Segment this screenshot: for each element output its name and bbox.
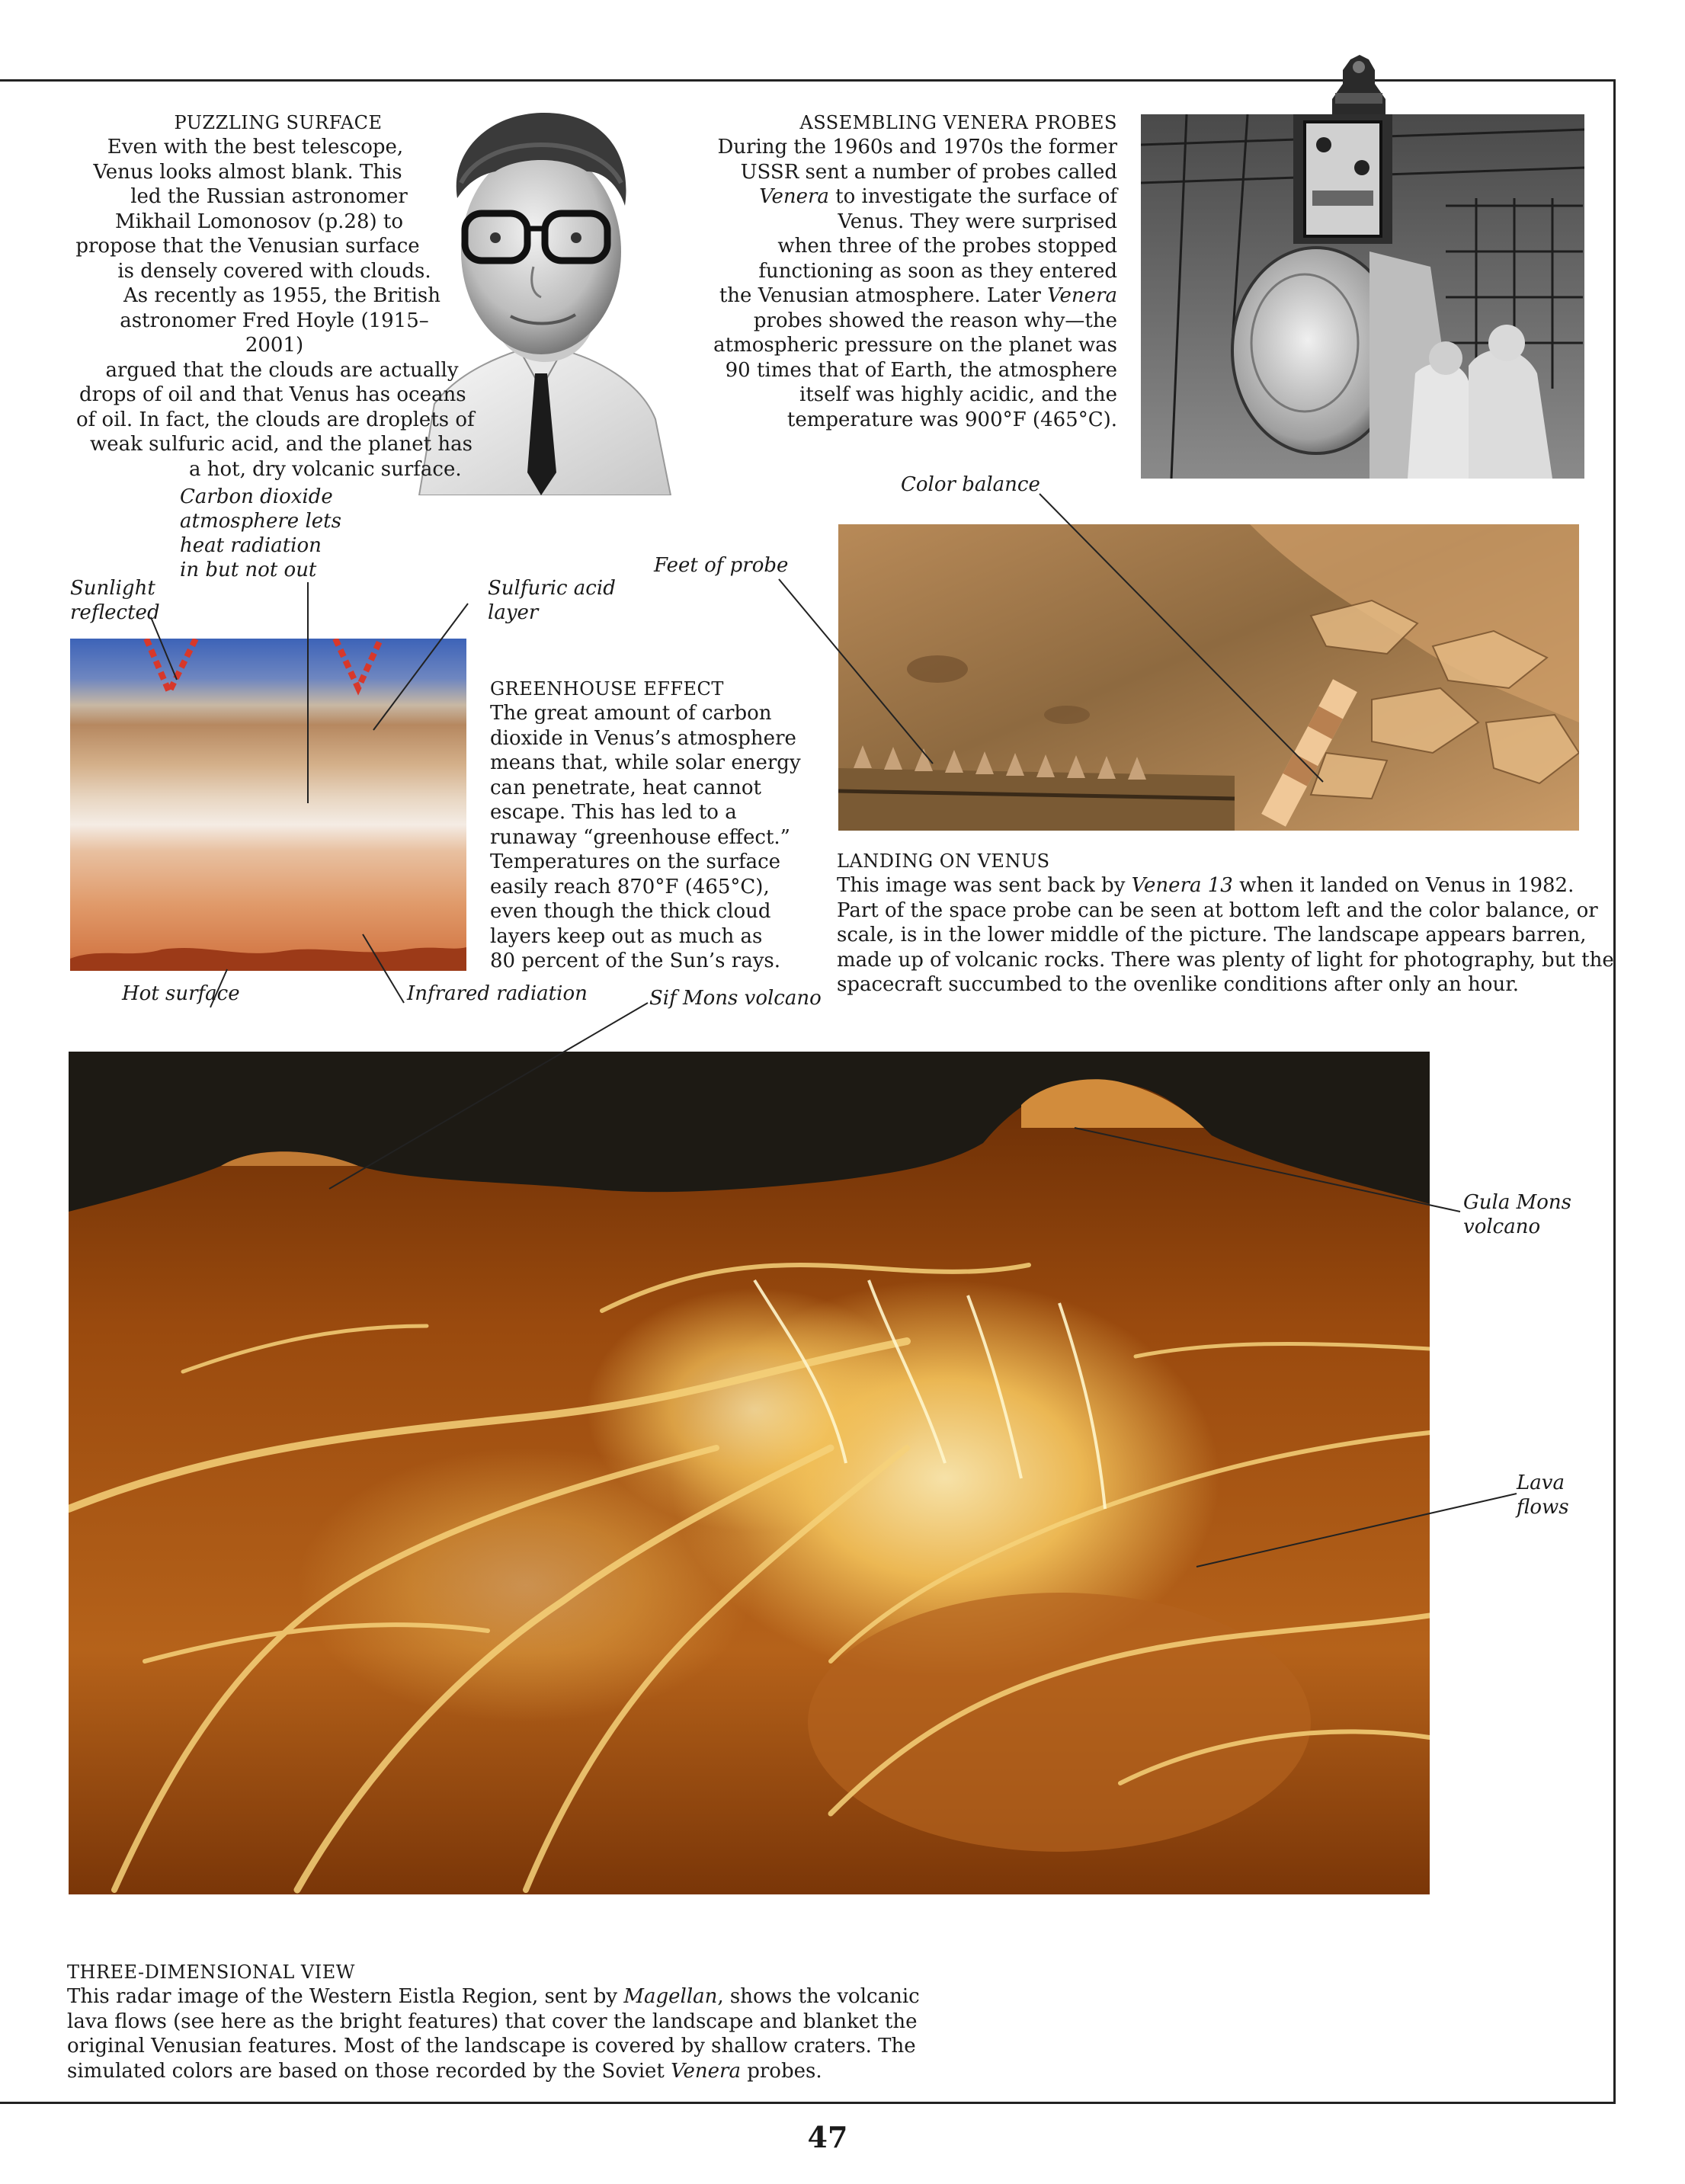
lava-flows-label: [1517, 1471, 1600, 1520]
text-span: This image was sent back by: [837, 874, 1132, 897]
text-line: During the 1960s and 1970s the former: [717, 136, 1117, 159]
text-line: means that, while solar energy: [490, 751, 801, 774]
text-line: [67, 2059, 905, 2084]
venera-probes-text: [671, 135, 1117, 432]
text-line: lava flows (see here as the bright features) that cover the landscape and blanket the: [67, 2009, 918, 2033]
text-line: itself was highly acidic, and the: [799, 383, 1117, 406]
text-line: functioning as soon as they entered: [758, 259, 1117, 283]
text-line: dioxide in Venus’s atmosphere: [490, 726, 796, 750]
text-span: probes.: [740, 2059, 822, 2083]
label-line: heat radiation: [180, 534, 322, 557]
text-line: [671, 283, 1117, 309]
label-line: volcano: [1463, 1215, 1541, 1238]
text-line: layers keep out as much as: [490, 924, 763, 948]
puzzling-surface-text: [69, 135, 475, 482]
magellan-radar-image: [69, 1052, 1430, 1894]
infrared-radiation-label: Infrared radiation: [407, 982, 588, 1005]
text-line: 80 percent of the Sun’s rays.: [490, 949, 780, 972]
text-line: As recently as 1955, the British: [123, 284, 440, 307]
text-italic: Venera: [671, 2059, 741, 2083]
text-span: when it landed on Venus in 1982.: [1232, 874, 1574, 897]
text-span: This radar image of the Western Eistla Region, sent by: [67, 1985, 624, 2008]
text-line: weak sulfuric acid, and the planet has: [90, 433, 473, 456]
text-line: made up of volcanic rocks. There was plenty of light for photography, but the: [837, 948, 1614, 972]
label-line: in but not out: [180, 559, 317, 581]
text-line: scale, is in the lower middle of the picture. The landscape appears barren,: [837, 924, 1587, 946]
text-line: when three of the probes stopped: [777, 235, 1117, 258]
label-line: flows: [1517, 1496, 1569, 1519]
text-line: Temperatures on the surface: [490, 850, 781, 873]
text-span: the Venusian atmosphere. Later: [719, 284, 1048, 307]
text-line: temperature was 900°F (465°C).: [786, 408, 1117, 431]
feet-of-probe-label: Feet of probe: [654, 554, 789, 577]
text-line: Mikhail Lomonosov (p.28) to: [114, 210, 404, 233]
text-span: to investigate the surface of: [828, 185, 1117, 208]
co2-atmosphere-label: [180, 485, 348, 582]
text-line: even though the thick cloud: [490, 900, 771, 923]
page-frame-right: [1613, 79, 1616, 2102]
page-frame-bottom: [0, 2102, 1616, 2104]
text-line: runaway “greenhouse effect.”: [490, 825, 790, 849]
text-line: a hot, dry volcanic surface.: [189, 457, 462, 481]
label-line: Sulfuric acid: [488, 577, 616, 600]
text-span: , shows the volcanic: [717, 1985, 920, 2008]
text-line: Even with the best telescope,: [107, 136, 404, 159]
text-line: [67, 1984, 920, 2009]
text-italic: Magellan: [623, 1985, 718, 2008]
text-italic: Venera: [1047, 284, 1117, 307]
text-line: led the Russian astronomer: [130, 185, 408, 208]
text-line: Venus. They were surprised: [838, 210, 1117, 233]
text-line: The great amount of carbon: [490, 702, 772, 725]
greenhouse-text: [490, 701, 810, 974]
text-line: can penetrate, heat cannot: [490, 776, 761, 799]
text-line: Venus looks almost blank. This: [93, 160, 402, 184]
three-dimensional-text: [67, 1984, 920, 2083]
text-line: probes showed the reason why—the: [753, 309, 1117, 332]
label-line: Carbon dioxide: [180, 485, 333, 508]
label-line: reflected: [70, 601, 160, 624]
label-line: atmosphere lets: [180, 510, 341, 533]
sif-mons-label: Sif Mons volcano: [649, 987, 822, 1010]
text-line: escape. This has led to a: [490, 801, 737, 824]
text-line: of oil. In fact, the clouds are droplets of: [76, 408, 475, 431]
text-line: drops of oil and that Venus has oceans: [79, 383, 466, 406]
landing-text: [837, 873, 1614, 998]
text-italic: Venera: [759, 185, 829, 208]
text-line: [671, 184, 1117, 210]
text-span: simulated colors are based on those recorded by the Soviet: [67, 2059, 671, 2083]
label-line: layer: [488, 601, 539, 624]
text-line: [837, 873, 1607, 898]
page-number: 47: [807, 2120, 848, 2154]
text-line: easily reach 870°F (465°C),: [490, 875, 770, 898]
puzzling-surface-heading: PUZZLING SURFACE: [174, 112, 383, 133]
text-line: is densely covered with clouds.: [117, 259, 431, 283]
label-line: Sunlight: [70, 577, 155, 600]
greenhouse-diagram: [70, 639, 466, 971]
landing-heading: LANDING ON VENUS: [837, 850, 1050, 872]
label-line: Lava: [1517, 1471, 1565, 1494]
probe-silhouette: [1286, 44, 1424, 123]
text-line: propose that the Venusian surface: [75, 235, 420, 258]
text-line: argued that the clouds are actually: [105, 358, 459, 382]
label-line: Gula Mons: [1463, 1191, 1571, 1214]
text-line: 90 times that of Earth, the atmosphere: [725, 358, 1117, 382]
venera-probes-heading: ASSEMBLING VENERA PROBES: [799, 112, 1117, 133]
gula-mons-label: [1463, 1190, 1600, 1239]
text-line: USSR sent a number of probes called: [740, 160, 1117, 184]
venera13-surface-photo: [838, 524, 1579, 831]
text-line: atmospheric pressure on the planet was: [713, 334, 1117, 357]
three-dimensional-heading: THREE-DIMENSIONAL VIEW: [67, 1961, 355, 1983]
hot-surface-label: Hot surface: [122, 982, 240, 1005]
greenhouse-heading: GREENHOUSE EFFECT: [490, 678, 724, 700]
venera-assembly-photo: [1141, 114, 1584, 479]
text-line: spacecraft succumbed to the ovenlike conditions after only an hour.: [837, 973, 1520, 996]
color-balance-label: Color balance: [901, 473, 1040, 496]
sulfuric-acid-label: [488, 576, 640, 625]
text-line: astronomer Fred Hoyle (1915–2001): [120, 309, 429, 357]
sunlight-reflected-label: [70, 576, 169, 625]
text-italic: Venera 13: [1131, 874, 1233, 897]
text-line: original Venusian features. Most of the landscape is covered by shallow craters. The: [67, 2035, 916, 2058]
text-line: Part of the space probe can be seen at bottom left and the color balance, or: [837, 898, 1598, 922]
